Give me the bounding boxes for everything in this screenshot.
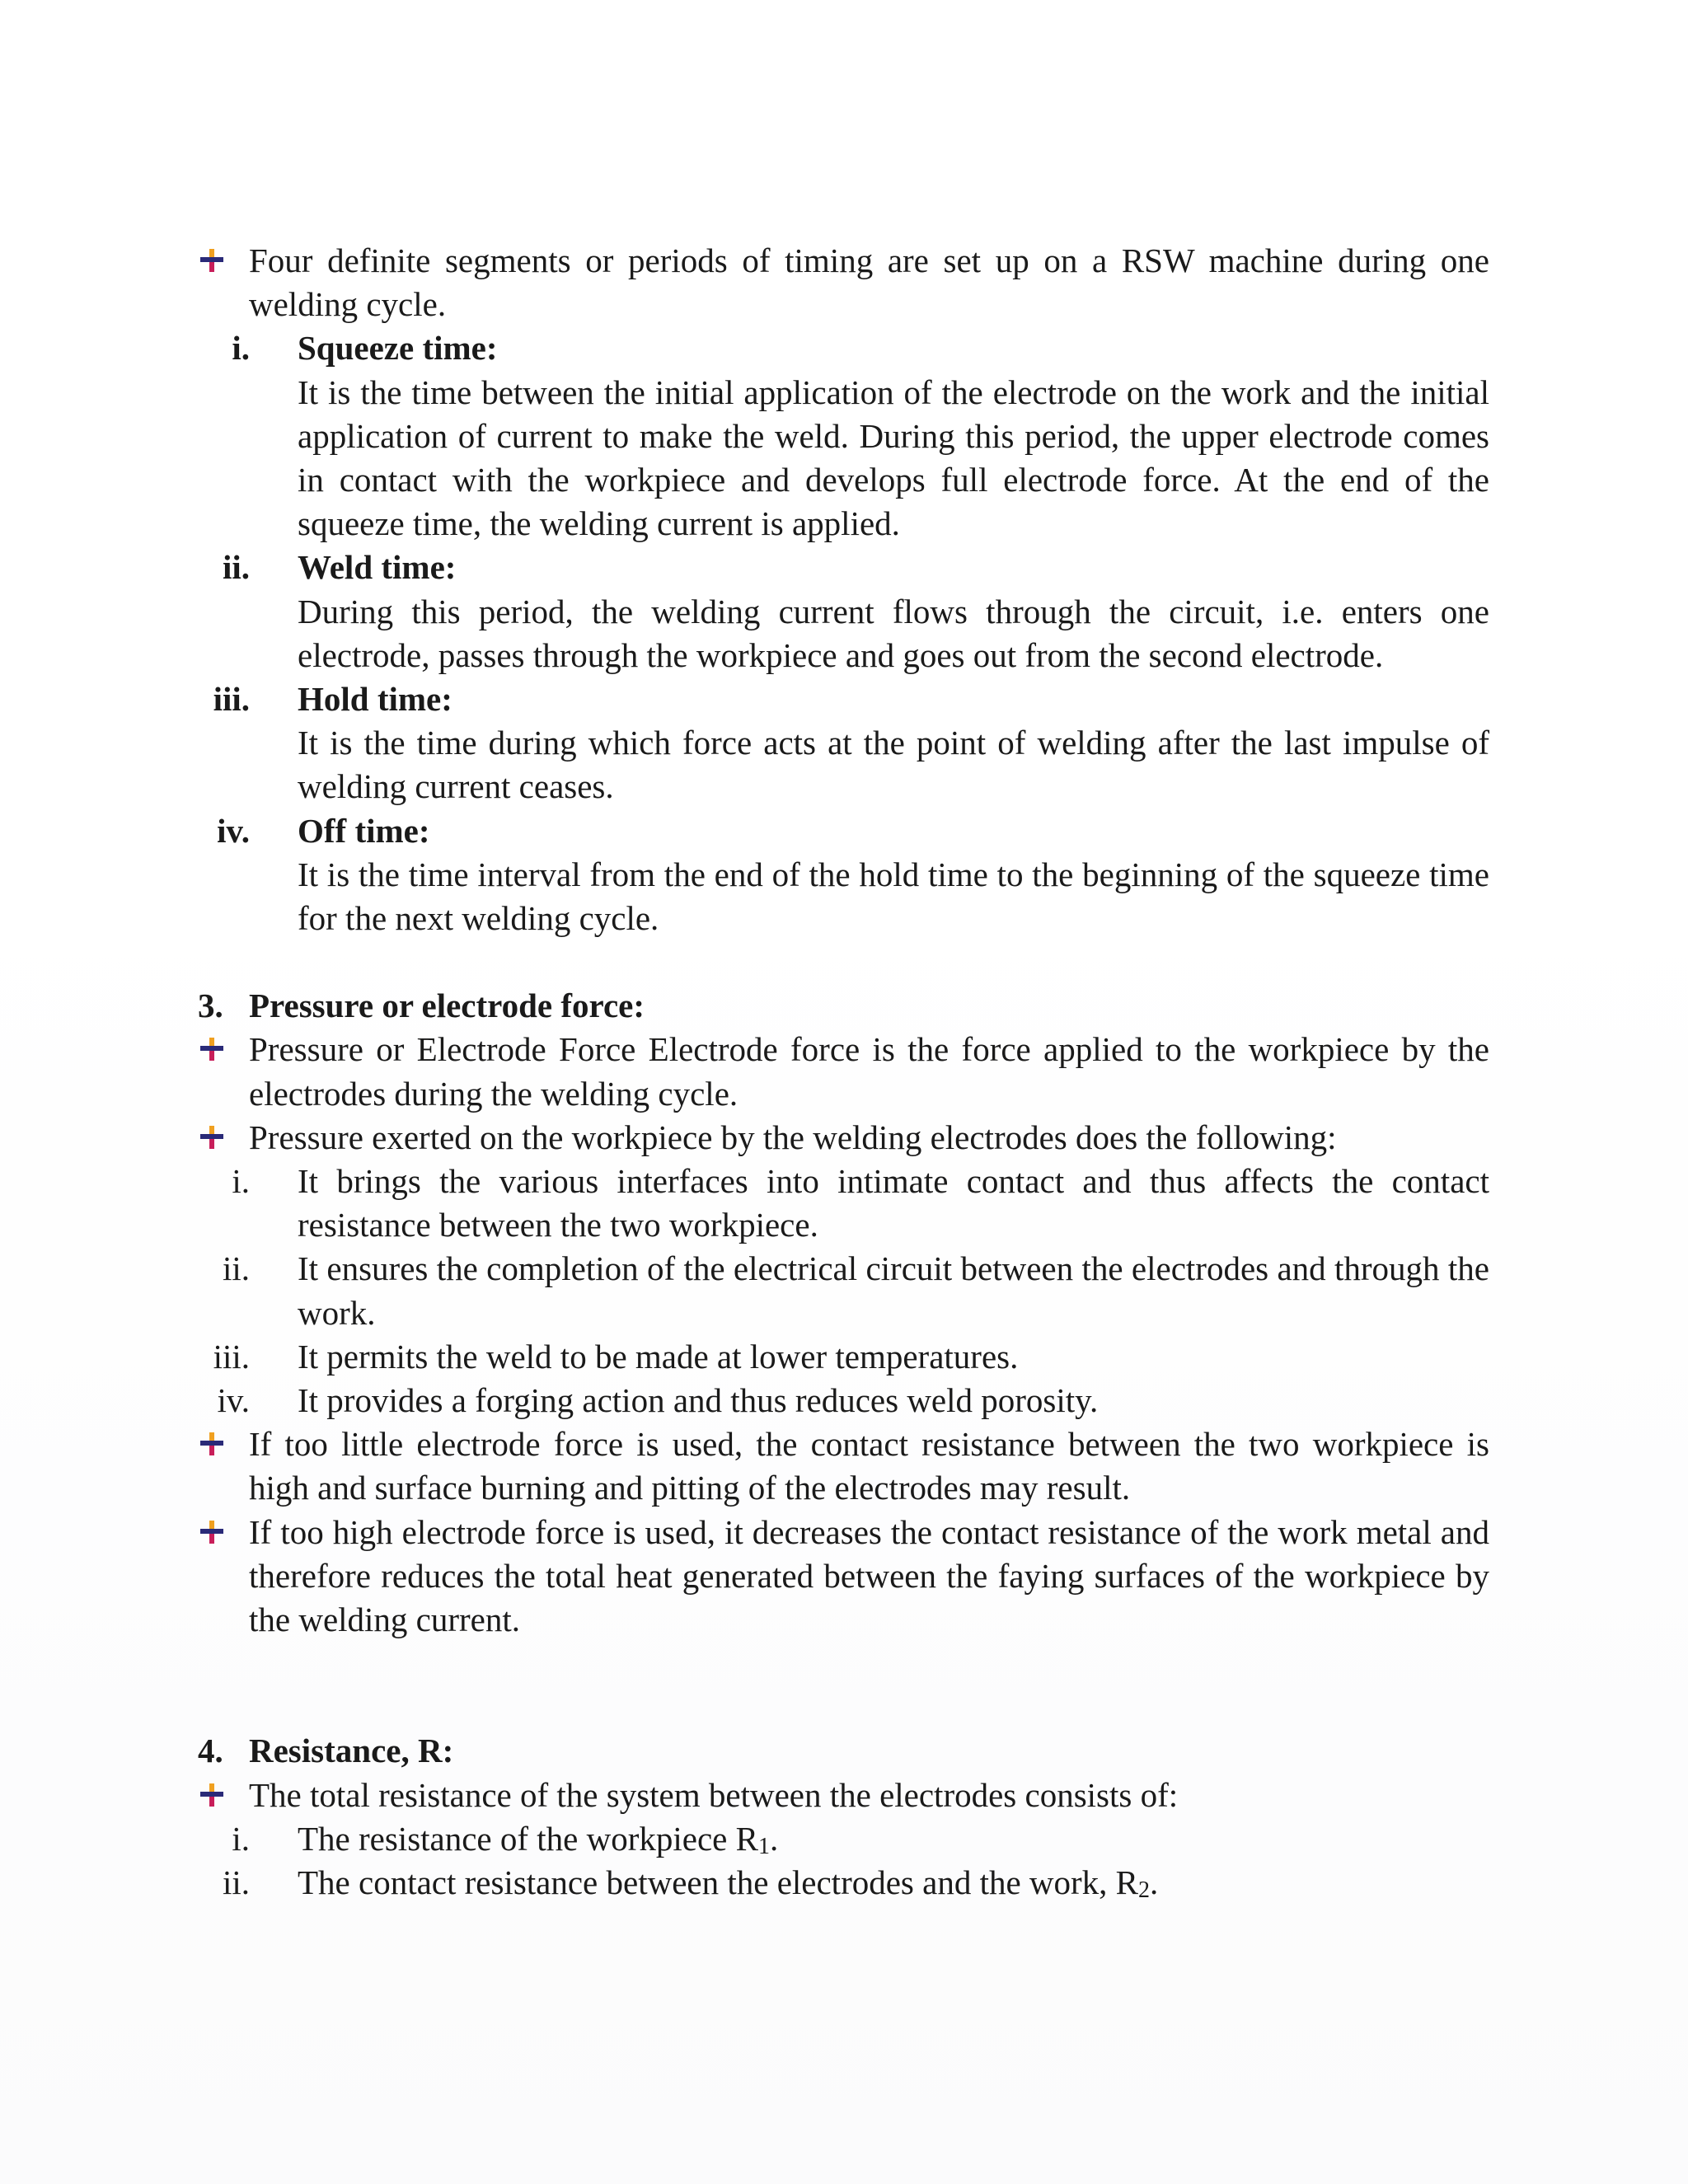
timing-item-off (194, 809, 1489, 941)
spacer (194, 940, 1489, 984)
intro-bullet-text: Four definite segments or periods of timing are set up on a RSW machine during one welding cycle. (249, 241, 1489, 324)
item-text: It is the time interval from the end of the hold time to the beginning of the squeeze time for the next welding cycle. (298, 855, 1489, 938)
item-number: ii. (222, 548, 250, 587)
bullet-item (194, 1116, 1489, 1160)
timing-item-squeeze (194, 326, 1489, 546)
item-heading: Squeeze time: (298, 329, 498, 368)
list-item (194, 1335, 1489, 1379)
bullet-item (194, 1028, 1489, 1115)
list-item (194, 1247, 1489, 1334)
item-text (298, 1861, 1489, 1905)
section-number: 3. (198, 987, 223, 1025)
list-item (194, 1379, 1489, 1422)
item-text-end: . (1150, 1863, 1159, 1901)
plus-arrow-bullet-icon (198, 1781, 226, 1809)
item-number: iii. (213, 680, 250, 719)
timing-item-hold (194, 677, 1489, 809)
item-heading: Hold time: (298, 680, 452, 719)
bullet-text: If too high electrode force is used, it decreases the contact resistance of the work metal and therefore reduces the total heat generated between the faying surfaces of the workpiece by the welding current. (249, 1512, 1489, 1639)
section-title: Resistance, R: (249, 1732, 454, 1770)
bullet-text: Pressure or Electrode Force Electrode force is the force applied to the workpiece by the electrodes during the welding cycle. (249, 1030, 1489, 1113)
bullet-item (194, 1774, 1489, 1817)
bullet-item (194, 1511, 1489, 1643)
bullet-text: If too little electrode force is used, the contact resistance between the two workpiece is high and surface burning and pitting of the electrodes may result. (249, 1425, 1489, 1507)
item-heading: Weld time: (298, 548, 457, 587)
item-number: iii. (213, 1337, 250, 1376)
subscript: 1 (757, 1833, 770, 1859)
plus-arrow-bullet-icon (198, 1518, 226, 1546)
item-number: i. (232, 329, 250, 368)
item-number: i. (232, 1819, 250, 1858)
item-text: It is the time between the initial application of the electrode on the work and the initial application of current to make the weld. During this period, the upper electrode comes in contact with the workpiece and develops full electrode force. At the end of the squeeze time, the welding current is applied. (298, 373, 1489, 543)
bullet-item (194, 1422, 1489, 1510)
item-text-end: . (769, 1819, 779, 1858)
list-item (194, 1817, 1489, 1861)
item-text: During this period, the welding current flows through the circuit, i.e. enters one electrode, passes through the workpiece and goes out from the second electrode. (298, 592, 1489, 674)
item-text-main: The contact resistance between the electrodes and the work, R (298, 1863, 1139, 1901)
item-text: It permits the weld to be made at lower temperatures. (298, 1337, 1019, 1376)
plus-arrow-bullet-icon (198, 1430, 226, 1458)
list-item (194, 1160, 1489, 1247)
item-number: ii. (222, 1863, 250, 1901)
item-text: It brings the various interfaces into intimate contact and thus affects the contact resistance between the two workpiece. (298, 1162, 1489, 1244)
item-text: It is the time during which force acts at the point of welding after the last impulse of welding current ceases. (298, 724, 1489, 806)
plus-arrow-bullet-icon (198, 246, 226, 274)
item-number: ii. (222, 1249, 250, 1288)
item-text: It provides a forging action and thus reduces weld porosity. (298, 1381, 1099, 1420)
item-text (298, 1817, 1489, 1861)
item-number: iv. (217, 1381, 250, 1420)
item-number: iv. (217, 811, 250, 850)
item-text: It ensures the completion of the electrical circuit between the electrodes and through the work. (298, 1249, 1489, 1332)
section-number: 4. (198, 1732, 223, 1770)
item-heading: Off time: (298, 811, 430, 850)
item-number: i. (232, 1162, 250, 1201)
section-heading (194, 984, 1489, 1028)
page-content (194, 239, 1489, 1905)
bullet-text: The total resistance of the system between the electrodes consists of: (249, 1775, 1179, 1814)
subscript: 2 (1138, 1877, 1151, 1903)
item-text-main: The resistance of the workpiece R (298, 1819, 758, 1858)
plus-arrow-bullet-icon (198, 1035, 226, 1063)
timing-item-weld (194, 546, 1489, 677)
section-heading (194, 1729, 1489, 1773)
section-title: Pressure or electrode force: (249, 987, 645, 1025)
plus-arrow-bullet-icon (198, 1123, 226, 1151)
bullet-item (194, 239, 1489, 326)
list-item (194, 1861, 1489, 1905)
spacer (194, 1642, 1489, 1729)
bullet-text: Pressure exerted on the workpiece by the welding electrodes does the following: (249, 1118, 1337, 1156)
